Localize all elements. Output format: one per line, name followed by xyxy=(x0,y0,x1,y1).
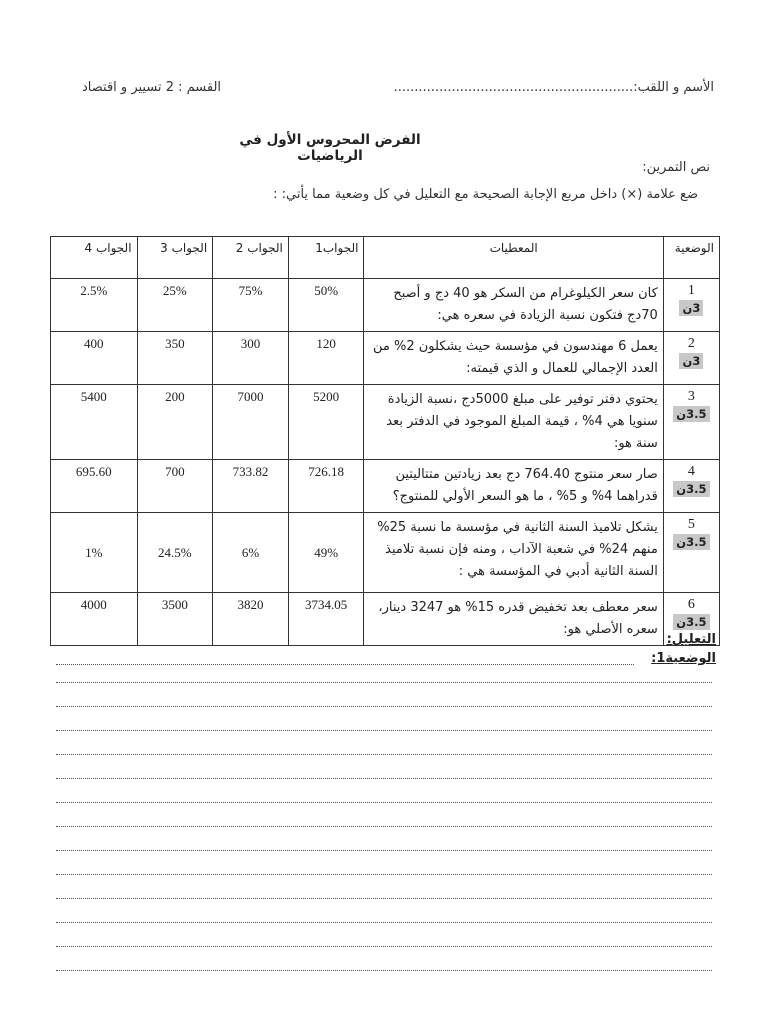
situation-cell xyxy=(663,385,719,460)
header-answer-2: الجواب 2 xyxy=(213,237,289,279)
answer-box-1[interactable]: 120 xyxy=(288,332,364,385)
answer-box-2[interactable]: 7000 xyxy=(213,385,289,460)
answer-box-2[interactable]: 75% xyxy=(213,279,289,332)
answer-line[interactable] xyxy=(56,946,712,947)
exercise-table xyxy=(50,236,720,646)
table-row xyxy=(51,513,720,593)
header-situation: الوضعية xyxy=(663,237,719,279)
answer-box-4[interactable]: 400 xyxy=(51,332,138,385)
class-label: القسم : 2 تسيير و اقتصاد xyxy=(82,80,222,95)
situation-cell xyxy=(663,513,719,593)
problem-text: سعر معطف بعد تخفيض قدره 15% هو 3247 دينار، سعره الأصلي هو: xyxy=(364,593,663,646)
answer-box-4[interactable]: 695.60 xyxy=(51,460,138,513)
situation-cell xyxy=(663,332,719,385)
answer-line[interactable] xyxy=(56,664,634,665)
answer-box-2[interactable]: 6% xyxy=(213,513,289,593)
answer-box-4[interactable]: 2.5% xyxy=(51,279,138,332)
answer-box-1[interactable]: 726.18 xyxy=(288,460,364,513)
points-badge: 3.5ن xyxy=(673,481,709,497)
answer-box-1[interactable]: 49% xyxy=(288,513,364,593)
situation-number: 1 xyxy=(687,283,695,298)
problem-text: يشكل تلاميذ السنة الثانية في مؤسسة ما نسبة 25% منهم 24% في شعبة الآداب ، ومنه فإن نسبة تلاميذ السنة الثانية أدبي في المؤسسة هي : xyxy=(364,513,663,593)
problem-text: يعمل 6 مهندسون في مؤسسة حيث يشكلون 2% من العدد الإجمالي للعمال و الذي قيمته: xyxy=(364,332,663,385)
points-badge: 3ن xyxy=(679,353,703,369)
situation-number: 6 xyxy=(687,597,695,612)
answer-box-3[interactable]: 25% xyxy=(137,279,213,332)
answer-box-2[interactable]: 733.82 xyxy=(213,460,289,513)
answer-line[interactable] xyxy=(56,922,712,923)
points-badge: 3.5ن xyxy=(673,614,709,630)
situation-number: 3 xyxy=(687,389,695,404)
page-title: الفرض المحروس الأول في الرياضيات xyxy=(239,132,421,164)
exercise-label: نص التمرين: xyxy=(642,160,710,175)
table-header-row xyxy=(51,237,720,279)
points-badge: 3.5ن xyxy=(673,406,709,422)
justification-title: التعليل: xyxy=(666,632,716,647)
problem-text: صار سعر منتوج 764.40 دج بعد زيادتين متتاليتين قدراهما 4% و 5% ، ما هو السعر الأولي للمنتوج؟ xyxy=(364,460,663,513)
answer-line[interactable] xyxy=(56,730,712,731)
answer-box-3[interactable]: 24.5% xyxy=(137,513,213,593)
table-row xyxy=(51,279,720,332)
points-badge: 3ن xyxy=(679,300,703,316)
answer-box-1[interactable]: 50% xyxy=(288,279,364,332)
table-row xyxy=(51,593,720,646)
answer-box-3[interactable]: 350 xyxy=(137,332,213,385)
situation-number: 4 xyxy=(687,464,695,479)
situation-number: 2 xyxy=(687,336,695,351)
answer-box-1[interactable]: 3734.05 xyxy=(288,593,364,646)
answer-box-4[interactable]: 1% xyxy=(51,513,138,593)
answer-line[interactable] xyxy=(56,778,712,779)
answer-line[interactable] xyxy=(56,706,712,707)
answer-box-3[interactable]: 3500 xyxy=(137,593,213,646)
student-name-field[interactable]: الأسم و اللقب:.......................................................... xyxy=(393,80,714,95)
answer-box-4[interactable]: 5400 xyxy=(51,385,138,460)
answer-box-2[interactable]: 300 xyxy=(213,332,289,385)
answer-line[interactable] xyxy=(56,874,712,875)
points-badge: 3.5ن xyxy=(673,534,709,550)
answer-line[interactable] xyxy=(56,754,712,755)
answer-box-1[interactable]: 5200 xyxy=(288,385,364,460)
header-answer-3: الجواب 3 xyxy=(137,237,213,279)
answer-box-4[interactable]: 4000 xyxy=(51,593,138,646)
instruction-text: ضع علامة (×) داخل مربع الإجابة الصحيحة مع التعليل في كل وضعية مما يأتي: : xyxy=(273,187,698,202)
situation-cell xyxy=(663,460,719,513)
answer-box-3[interactable]: 700 xyxy=(137,460,213,513)
answer-line[interactable] xyxy=(56,682,712,683)
answer-line[interactable] xyxy=(56,826,712,827)
situation-cell xyxy=(663,279,719,332)
answer-line[interactable] xyxy=(56,898,712,899)
header-answer-1: الجواب1 xyxy=(288,237,364,279)
answer-line[interactable] xyxy=(56,970,712,971)
answer-line[interactable] xyxy=(56,802,712,803)
header-data: المعطيات xyxy=(364,237,663,279)
answer-line[interactable] xyxy=(56,850,712,851)
situation1-label: الوضعية1: xyxy=(651,651,716,666)
table-row xyxy=(51,332,720,385)
table-row xyxy=(51,460,720,513)
table-row xyxy=(51,385,720,460)
problem-text: يحتوي دفتر توفير على مبلغ 5000دج ،نسبة الزيادة سنويا هي 4% ، قيمة المبلغ الموجود في الدفتر بعد سنة هو: xyxy=(364,385,663,460)
answer-box-2[interactable]: 3820 xyxy=(213,593,289,646)
header-answer-4: الجواب 4 xyxy=(51,237,138,279)
problem-text: كان سعر الكيلوغرام من السكر هو 40 دج و أصبح 70دج فتكون نسبة الزيادة في سعره هي: xyxy=(364,279,663,332)
answer-box-3[interactable]: 200 xyxy=(137,385,213,460)
situation-number: 5 xyxy=(687,517,695,532)
